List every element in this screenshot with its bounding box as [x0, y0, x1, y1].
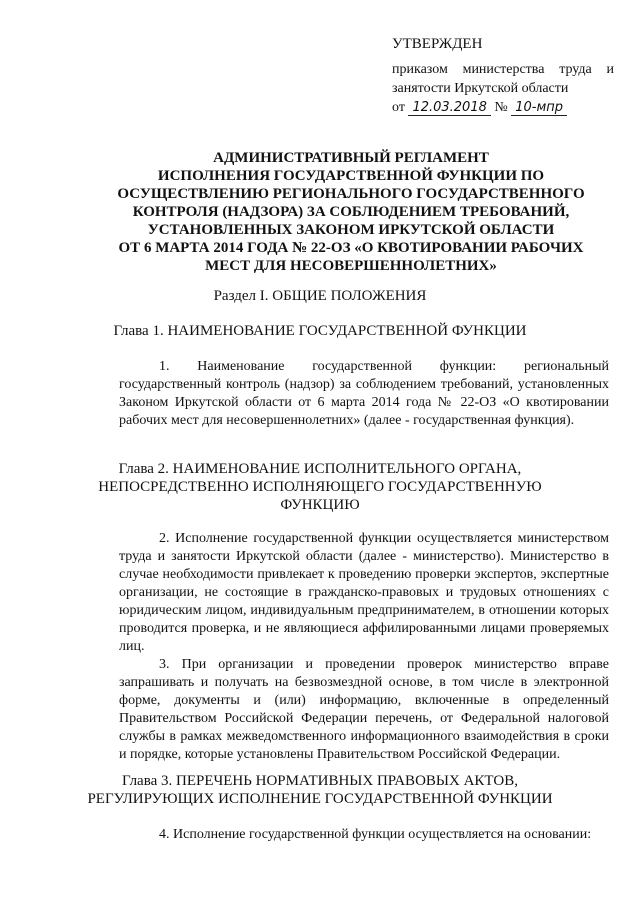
approval-date: 12.03.2018 [408, 101, 490, 116]
chapter-2-line: НЕПОСРЕДСТВЕННО ИСПОЛНЯЮЩЕГО ГОСУДАРСТВЕННУЮ [98, 479, 542, 495]
approval-line-1: приказом министерства труда и [392, 62, 614, 77]
title-line: МЕСТ ДЛЯ НЕСОВЕРШЕННОЛЕТНИХ» [205, 258, 497, 274]
approval-line-2: занятости Иркутской области [392, 81, 569, 96]
paragraph-4: 4. Исполнение государственной функции осуществляется на основании: [159, 827, 592, 842]
approval-heading: УТВЕРЖДЕН [392, 36, 483, 52]
approval-stamp [392, 34, 614, 117]
chapter-1-heading: Глава 1. НАИМЕНОВАНИЕ ГОСУДАРСТВЕННОЙ ФУНКЦИИ [113, 323, 527, 339]
title-line: ОСУЩЕСТВЛЕНИЮ РЕГИОНАЛЬНОГО ГОСУДАРСТВЕННОГО [117, 186, 585, 202]
approval-date-prefix: от [392, 100, 405, 115]
chapter-2-line: ФУНКЦИЮ [280, 497, 360, 513]
approval-number-sign: № [494, 100, 508, 115]
title-line: УСТАНОВЛЕННЫХ ЗАКОНОМ ИРКУТСКОЙ ОБЛАСТИ [147, 222, 555, 238]
approval-number: 10-мпр [511, 101, 567, 116]
chapter-3-line: Глава 3. ПЕРЕЧЕНЬ НОРМАТИВНЫХ ПРАВОВЫХ АКТОВ, [122, 773, 518, 789]
chapter-2-line: Глава 2. НАИМЕНОВАНИЕ ИСПОЛНИТЕЛЬНОГО ОРГАНА, [118, 461, 522, 477]
document-title [100, 149, 602, 275]
title-line: КОНТРОЛЯ (НАДЗОРА) ЗА СОБЛЮДЕНИЕМ ТРЕБОВАНИЙ, [132, 204, 570, 220]
section-heading: Раздел I. ОБЩИЕ ПОЛОЖЕНИЯ [213, 288, 427, 304]
approval-date-row [392, 98, 614, 117]
title-line: АДМИНИСТРАТИВНЫЙ РЕГЛАМЕНТ [213, 150, 489, 166]
chapter-2-heading [0, 460, 640, 514]
paragraph-3: 3. При организации и проведении проверок министерство вправе запрашивать и получать на безвозмездной основе, в том числе в электронной форме, документы и (или) информацию, включенные в определенный Правительством Российской Федерации перечень, от Федеральной налоговой службы в рамках межведомственного информационного взаимодействия в сроки и порядке, которые установлены Правительством Российской Федерации. [119, 657, 609, 762]
paragraph-2: 2. Исполнение государственной функции осуществляется министерством труда и занятости Иркутской области (далее - министерство). Министерство в случае необходимости привлекает к проведению проверки экспертов, экспертные организации, не состоящие в гражданско-правовых и трудовых отношениях с юридическим лицом, индивидуальным предпринимателем, в отношении которых проводится проверка, и не являющиеся аффилированными лицами проверяемых лиц. [119, 531, 609, 654]
chapter-3-heading [0, 772, 640, 808]
title-line: ИСПОЛНЕНИЯ ГОСУДАРСТВЕННОЙ ФУНКЦИИ ПО [157, 168, 545, 184]
chapter-3-line: РЕГУЛИРУЮЩИХ ИСПОЛНЕНИЕ ГОСУДАРСТВЕННОЙ ФУНКЦИИ [87, 791, 553, 807]
title-line: ОТ 6 МАРТА 2014 ГОДА № 22-ОЗ «О КВОТИРОВАНИИ РАБОЧИХ [118, 240, 584, 256]
paragraph-1: 1. Наименование государственной функции: региональный государственный контроль (надзор) за соблюдением требований, установленных Законом Иркутской области от 6 марта 2014 года № 22-ОЗ «О квотировании рабочих мест для несовершеннолетних» (далее - государственная функция). [119, 359, 609, 428]
